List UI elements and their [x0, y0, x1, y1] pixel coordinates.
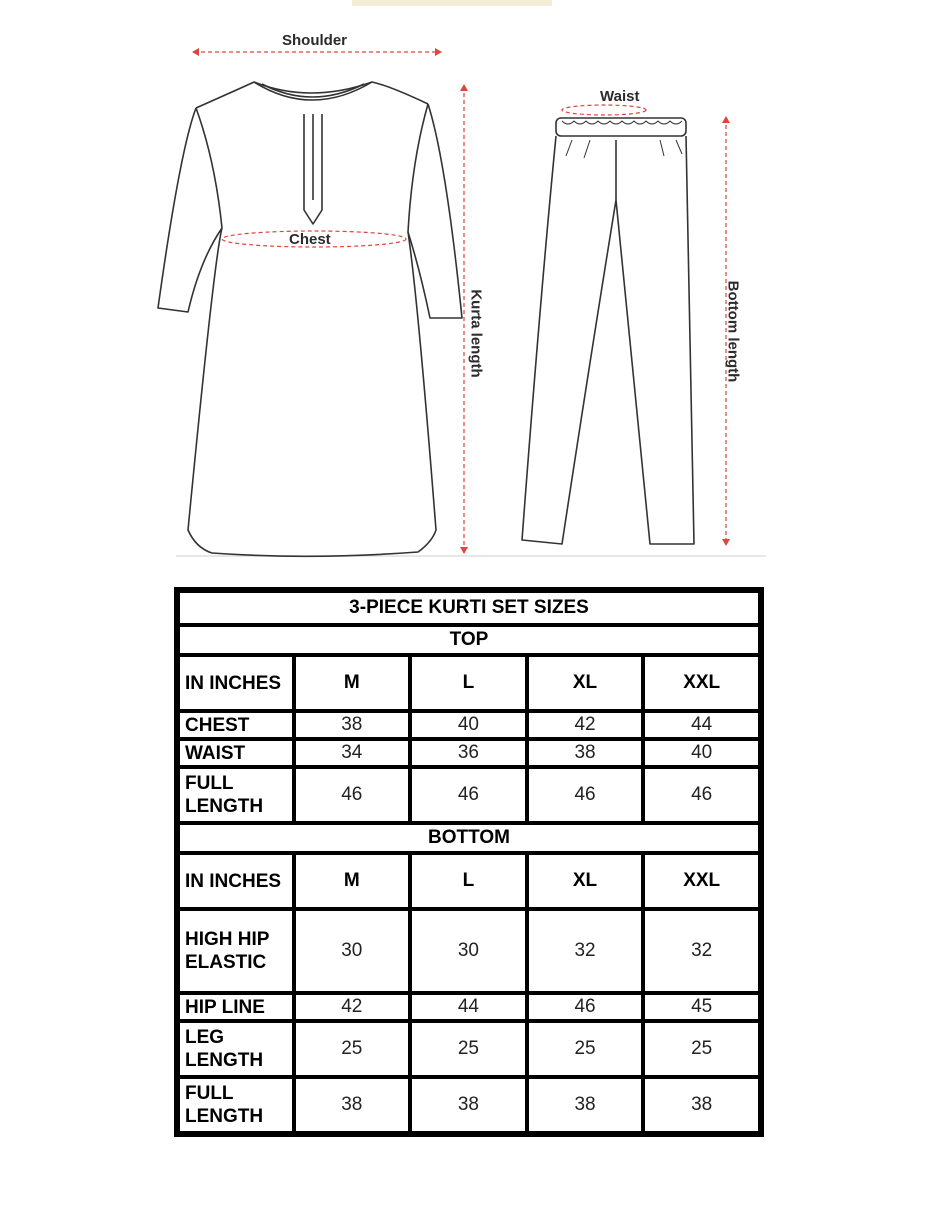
- cell-value: 25: [527, 1021, 644, 1077]
- cell-value: 46: [527, 993, 644, 1021]
- top-section-row: [178, 625, 760, 655]
- kurta-outline-icon: [158, 82, 462, 556]
- bottom-section-heading: BOTTOM: [178, 823, 760, 853]
- size-chart-table: [174, 587, 764, 1137]
- cell-value: 32: [643, 909, 760, 993]
- table-title: 3-PIECE KURTI SET SIZES: [178, 591, 760, 625]
- cell-value: 42: [294, 993, 411, 1021]
- cell-value: 38: [294, 711, 411, 739]
- pants-outline-icon: [522, 118, 694, 544]
- bottom-size-m: M: [294, 853, 411, 909]
- table-row: [178, 1077, 760, 1133]
- bottom-unit-label: IN INCHES: [178, 853, 294, 909]
- bottom-header-row: [178, 853, 760, 909]
- bottom-size-xxl: XXL: [643, 853, 760, 909]
- cell-value: 25: [294, 1021, 411, 1077]
- waist-label: Waist: [600, 88, 640, 105]
- top-header-row: [178, 655, 760, 711]
- table-row: [178, 1021, 760, 1077]
- table-title-row: [178, 591, 760, 625]
- cell-value: 34: [294, 739, 411, 767]
- cell-value: 38: [527, 1077, 644, 1133]
- bottom-size-l: L: [410, 853, 527, 909]
- row-label: HIP LINE: [178, 993, 294, 1021]
- table-row: [178, 767, 760, 823]
- chest-label: Chest: [289, 231, 331, 248]
- cell-value: 46: [643, 767, 760, 823]
- cell-value: 44: [410, 993, 527, 1021]
- row-label: FULL LENGTH: [178, 767, 294, 823]
- cell-value: 40: [643, 739, 760, 767]
- size-diagram: [0, 0, 936, 570]
- cell-value: 38: [410, 1077, 527, 1133]
- shoulder-label: Shoulder: [282, 32, 348, 49]
- cell-value: 40: [410, 711, 527, 739]
- cell-value: 30: [410, 909, 527, 993]
- row-label: LEG LENGTH: [178, 1021, 294, 1077]
- row-label: CHEST: [178, 711, 294, 739]
- cell-value: 44: [643, 711, 760, 739]
- bottom-size-xl: XL: [527, 853, 644, 909]
- top-section-heading: TOP: [178, 625, 760, 655]
- top-size-m: M: [294, 655, 411, 711]
- row-label: WAIST: [178, 739, 294, 767]
- cell-value: 38: [527, 739, 644, 767]
- table-row: [178, 711, 760, 739]
- cell-value: 38: [294, 1077, 411, 1133]
- cell-value: 45: [643, 993, 760, 1021]
- cell-value: 38: [643, 1077, 760, 1133]
- table-row: [178, 909, 760, 993]
- cell-value: 25: [410, 1021, 527, 1077]
- top-size-xxl: XXL: [643, 655, 760, 711]
- table-row: [178, 993, 760, 1021]
- top-size-xl: XL: [527, 655, 644, 711]
- row-label: HIGH HIP ELASTIC: [178, 909, 294, 993]
- cell-value: 25: [643, 1021, 760, 1077]
- cell-value: 46: [294, 767, 411, 823]
- cell-value: 46: [527, 767, 644, 823]
- top-size-l: L: [410, 655, 527, 711]
- cell-value: 46: [410, 767, 527, 823]
- cell-value: 42: [527, 711, 644, 739]
- garment-illustration: [0, 0, 936, 570]
- cell-value: 32: [527, 909, 644, 993]
- bottom-length-label: Bottom length: [724, 280, 742, 383]
- cell-value: 30: [294, 909, 411, 993]
- bottom-section-row: [178, 823, 760, 853]
- kurta-length-label: Kurta length: [467, 289, 485, 378]
- table-row: [178, 739, 760, 767]
- top-unit-label: IN INCHES: [178, 655, 294, 711]
- row-label: FULL LENGTH: [178, 1077, 294, 1133]
- cell-value: 36: [410, 739, 527, 767]
